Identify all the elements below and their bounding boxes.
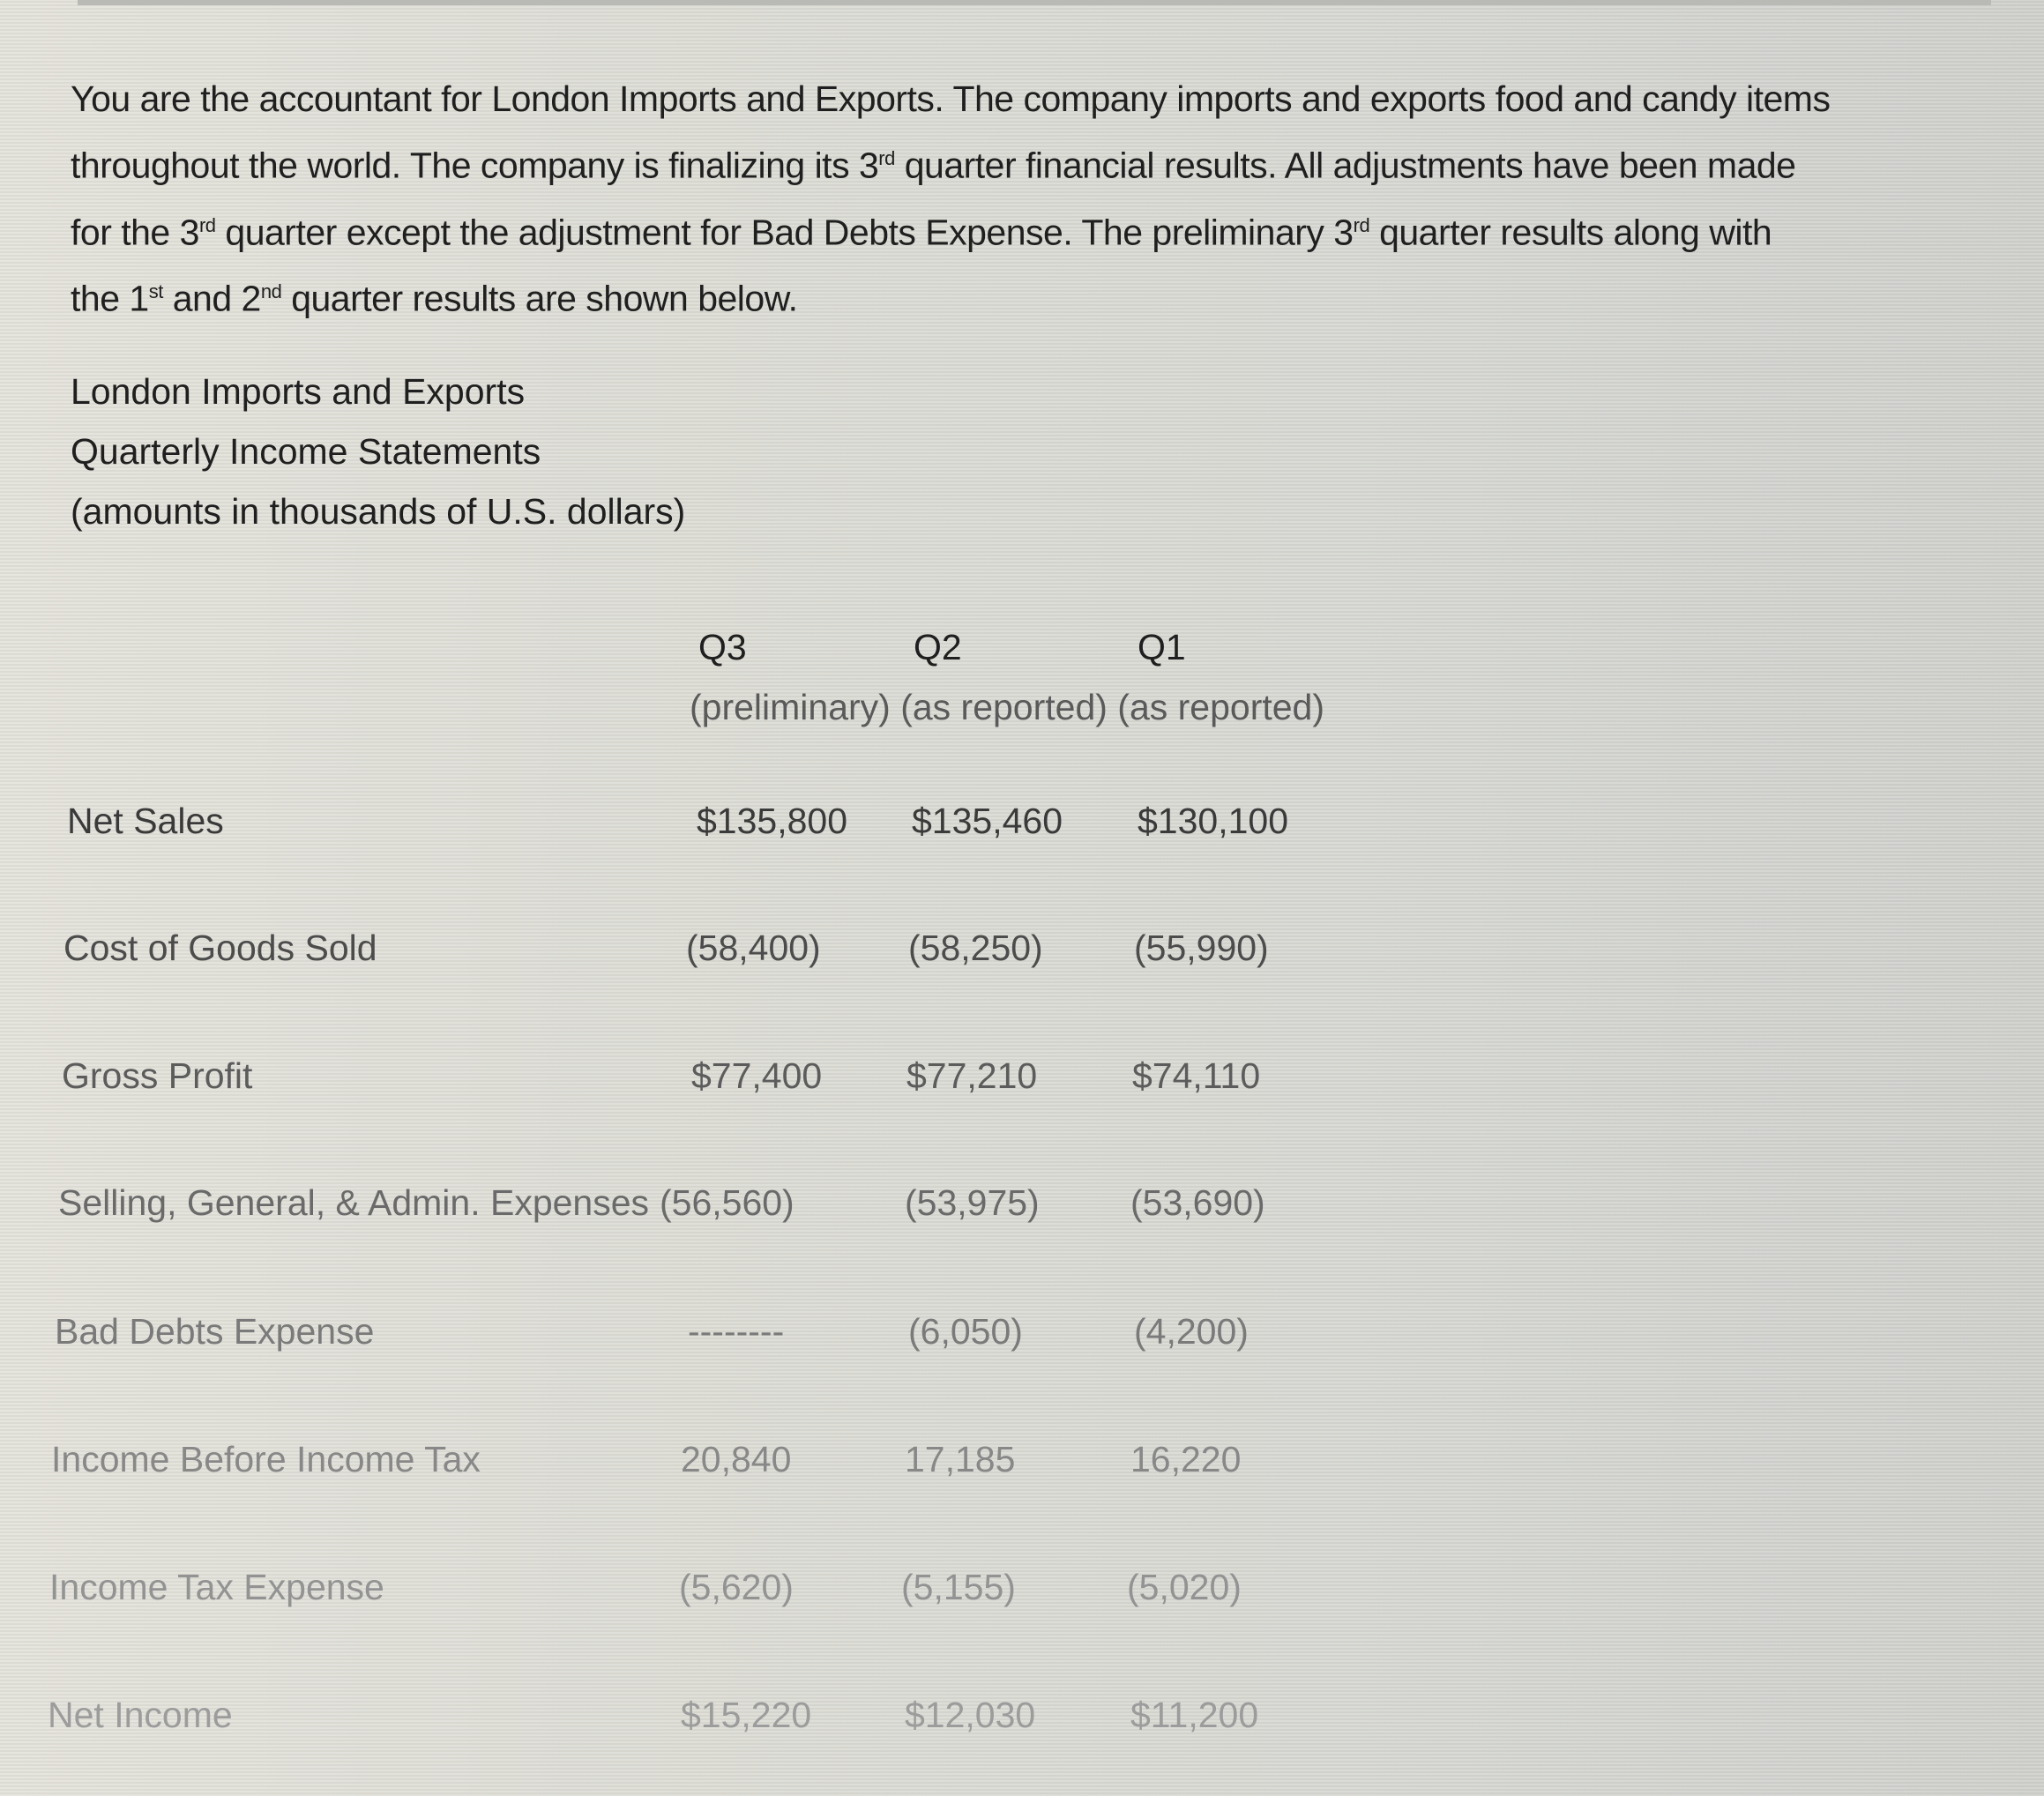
intro-text: quarter financial results. All adjustments have been made	[894, 145, 1796, 186]
row-label: Selling, General, & Admin. Expenses	[58, 1182, 650, 1223]
statement-title: Quarterly Income Statements	[71, 431, 541, 472]
q2-value: (53,975)	[905, 1182, 1040, 1223]
table-row	[0, 1182, 2044, 1253]
intro-text: You are the accountant for London Imports and Exports. The company imports and exports food and candy items	[71, 78, 1831, 119]
intro-line-1	[71, 69, 1993, 129]
q1-value: (53,690)	[1130, 1182, 1265, 1223]
column-header-q3: Q3	[698, 627, 747, 667]
q2-value: (5,155)	[901, 1567, 1016, 1607]
ordinal-suffix: nd	[260, 280, 282, 303]
ordinal-suffix: rd	[1353, 213, 1370, 236]
column-header-q1: Q1	[1138, 627, 1186, 667]
table-row	[0, 928, 2044, 998]
q3-value: (5,620)	[679, 1567, 794, 1607]
q3-value: 20,840	[681, 1439, 792, 1479]
table-row	[0, 801, 2044, 871]
row-label: Net Sales	[67, 801, 224, 841]
column-subheading: (preliminary) (as reported) (as reported)	[690, 687, 1325, 727]
statement-units: (amounts in thousands of U.S. dollars)	[71, 491, 686, 532]
q3-value: $77,400	[691, 1055, 823, 1096]
column-header-q2: Q2	[914, 627, 962, 667]
q2-value: $77,210	[906, 1055, 1038, 1096]
q1-value: 16,220	[1130, 1439, 1242, 1479]
q1-value: $11,200	[1130, 1695, 1259, 1735]
intro-line-4	[71, 262, 1993, 329]
intro-text: quarter results are shown below.	[281, 278, 798, 319]
intro-line-2	[71, 129, 1993, 196]
intro-text: the 1	[71, 278, 149, 319]
row-label: Gross Profit	[62, 1055, 253, 1096]
table-row	[0, 1311, 2044, 1382]
intro-text: and 2	[162, 278, 261, 319]
intro-text: quarter results along with	[1369, 212, 1772, 253]
statement-header	[71, 361, 685, 541]
ordinal-suffix: rd	[198, 213, 216, 236]
row-label: Income Tax Expense	[49, 1567, 384, 1607]
q2-value: $12,030	[905, 1695, 1036, 1735]
intro-text: quarter except the adjustment for Bad Debts Expense. The preliminary 3	[215, 212, 1354, 253]
q2-value: (6,050)	[908, 1311, 1023, 1352]
q1-value: (55,990)	[1134, 928, 1269, 968]
q3-value: (58,400)	[686, 928, 821, 968]
q3-value: $135,800	[697, 801, 848, 841]
row-label: Income Before Income Tax	[51, 1439, 481, 1479]
q3-value: (56,560)	[660, 1182, 794, 1223]
intro-text: for the 3	[71, 212, 199, 253]
top-divider	[78, 0, 1991, 5]
problem-intro	[71, 69, 1993, 329]
q1-value: $74,110	[1132, 1055, 1261, 1096]
table-row	[0, 1695, 2044, 1765]
q3-value: $15,220	[681, 1695, 812, 1735]
company-name: London Imports and Exports	[71, 371, 526, 412]
q3-value: --------	[688, 1311, 785, 1352]
table-row	[0, 1567, 2044, 1637]
table-row	[0, 1055, 2044, 1126]
q1-value: (4,200)	[1134, 1311, 1249, 1352]
row-label: Bad Debts Expense	[55, 1311, 375, 1352]
q2-value: 17,185	[905, 1439, 1016, 1479]
intro-line-3	[71, 196, 1993, 263]
row-label: Cost of Goods Sold	[63, 928, 377, 968]
q1-value: (5,020)	[1127, 1567, 1242, 1607]
q2-value: $135,460	[912, 801, 1063, 841]
row-label: Net Income	[48, 1695, 233, 1735]
ordinal-suffix: st	[148, 280, 163, 303]
q2-value: (58,250)	[908, 928, 1043, 968]
table-row	[0, 1439, 2044, 1509]
q1-value: $130,100	[1138, 801, 1289, 841]
intro-text: throughout the world. The company is finalizing its 3	[71, 145, 879, 186]
ordinal-suffix: rd	[878, 147, 895, 169]
